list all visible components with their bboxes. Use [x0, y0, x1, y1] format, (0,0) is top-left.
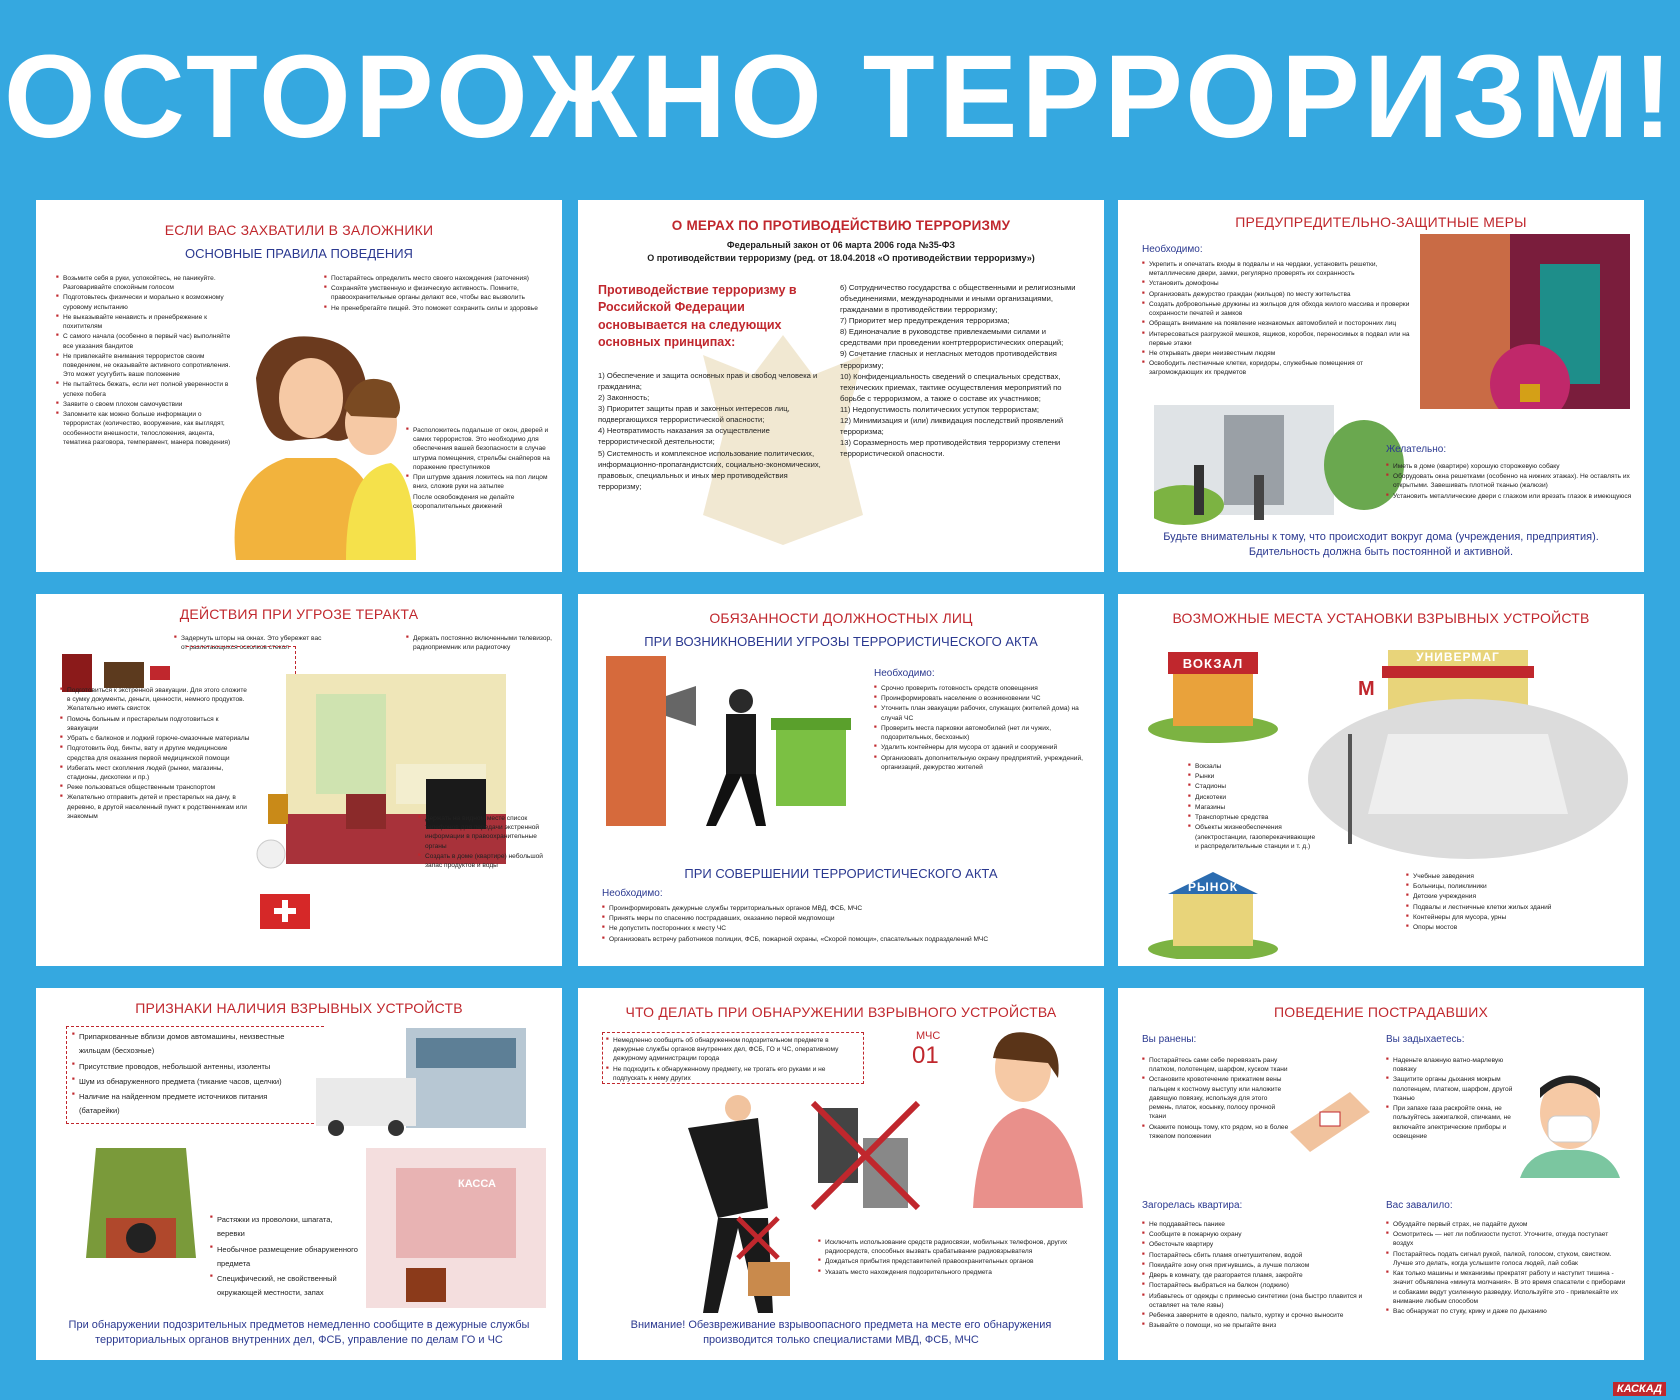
- list-item: ■ Подготовьтесь физически и морально к возможному суровому испытанию: [56, 293, 236, 311]
- list-item: ■ Организовать встречу работников полиции, ФСБ, пожарной охраны, «Скорой помощи», спасательных подразделений МЧС: [602, 935, 1082, 944]
- list-item: ■ Помочь больным и престарелым подготовиться к эвакуации: [60, 715, 250, 733]
- list-item: ■ Присутствие проводов, небольшой антенны, изоленты: [72, 1060, 298, 1074]
- list-item: ■ Сохраняйте умственную и физическую активность. Помните, правоохранительные органы делают все, чтобы вас вызволить: [324, 284, 549, 302]
- list-item: ■ Держать на видном месте список телефонов для передачи экстренной информации в правоохранительные органы: [418, 814, 556, 851]
- law-principle: 1) Обеспечение и защита основных прав и свобод человека и гражданина;: [598, 371, 818, 392]
- panel-signs: [36, 988, 562, 1360]
- prevention-need-list: [1142, 260, 1414, 379]
- underpass-illustration: [1308, 694, 1628, 864]
- list-item: ■ Осмотритесь — нет ли поблизости пустот. Уточните, откуда поступает воздух: [1386, 1230, 1626, 1248]
- list-item: ■ С самого начала (особенно в первый час) выполняйте все указания бандитов: [56, 332, 236, 350]
- list-item: ■ Укрепить и опечатать входы в подвалы и на чердаки, установить решетки, металлические двери, замки, регулярно проверять их сохранность: [1142, 260, 1414, 278]
- victims-wounded-label: Вы ранены:: [1142, 1034, 1197, 1045]
- panel-hostage: [36, 200, 562, 572]
- law-principle: 13) Соразмерность мер противодействия терроризму степени террористической опасности.: [840, 438, 1061, 459]
- victims-collapse-label: Вас завалило:: [1386, 1200, 1453, 1211]
- list-item: ■ Подготовить йод, бинты, вату и другие медицинские средства для оказания первой медицинской помощи: [60, 744, 250, 762]
- law-principles-right: [840, 282, 1088, 459]
- law-reference: Федеральный закон от 06 марта 2006 года №35-ФЗ: [726, 240, 956, 250]
- list-item: ■ Покидайте зону огня пригнувшись, а лучше ползком: [1142, 1261, 1374, 1270]
- list-item: ■ Взывайте о помощи, но не прыгайте вниз: [1142, 1321, 1374, 1330]
- list-item: ■ Окажите помощь тому, кто рядом, но в более тяжелом положении: [1142, 1123, 1292, 1141]
- threat-actions-right: [418, 814, 556, 871]
- list-item: ■ Оборудовать окна решетками (особенно на нижних этажах). Не оставлять их открытыми. Завешивать плотной тканью (жалюзи): [1386, 472, 1634, 490]
- list-item: ■ При запахе газа раскройте окна, не пользуйтесь зажигалкой, спичками, не включайте электрические приборы и освещение: [1386, 1104, 1516, 1141]
- list-item: ■ Магазины: [1188, 803, 1318, 812]
- hostages-illustration: [226, 328, 416, 560]
- panel-places-title: ВОЗМОЖНЫЕ МЕСТА УСТАНОВКИ ВЗРЫВНЫХ УСТРОЙСТВ: [1172, 610, 1590, 626]
- mchs-number: 01: [912, 1042, 939, 1069]
- list-item: ■ Иметь в доме (квартире) хорошую сторожевую собаку: [1386, 462, 1634, 471]
- building-van-illustration: [316, 1028, 546, 1138]
- prevention-need-label: Необходимо:: [1142, 244, 1203, 255]
- list-item: ■ Опоры мостов: [1406, 923, 1628, 932]
- list-item: ■ Установить металлические двери с глазком или врезать глазок в имеющуюся: [1386, 492, 1634, 501]
- market-illustration: [1148, 864, 1278, 959]
- law-principle: 12) Минимизация и (или) ликвидация последствий проявлений терроризма;: [840, 415, 1064, 437]
- list-item: ■ Дверь в комнату, где разгорается пламя, закройте: [1142, 1271, 1374, 1280]
- list-item: ■ Растяжки из проволоки, шпагата, веревки: [210, 1213, 360, 1242]
- suspicious-box: [744, 1248, 794, 1298]
- law-title: О противодействии терроризму (ред. от 18.04.2018 «О противодействии терроризму»): [647, 253, 1035, 263]
- list-item: ■ Возьмите себя в руки, успокойтесь, не паникуйте. Разговаривайте спокойным голосом: [56, 274, 236, 292]
- sign-station: ВОКЗАЛ: [1182, 656, 1244, 671]
- list-item: ■ Избавьтесь от одежды с примесью синтетики (она быстро плавится и оставляет на теле язвы): [1142, 1292, 1374, 1310]
- list-item: ■ Не выказывайте ненависть и пренебрежение к похитителям: [56, 313, 236, 331]
- victims-choke-list: [1386, 1056, 1516, 1142]
- list-item: ■ Шум из обнаруженного предмета (тикание часов, щелчки): [72, 1075, 298, 1089]
- panel-officials-title: ОБЯЗАННОСТИ ДОЛЖНОСТНЫХ ЛИЦ: [709, 610, 973, 626]
- list-item: ■ Специфический, не свойственный окружающей местности, запах: [210, 1272, 360, 1301]
- law-principle: 4) Неотвратимость наказания за осуществление террористической деятельности;: [598, 426, 770, 447]
- list-item: ■ Защитите органы дыхания мокрым полотенцем, платком, шарфом, другой тканью: [1386, 1075, 1516, 1103]
- cashier-hall-illustration: [366, 1148, 546, 1308]
- prevention-want-label: Желательно:: [1386, 444, 1447, 455]
- list-item: ■ Немедленно сообщить об обнаруженном подозрительном предмете в дежурные службы органов внутренних дел, ФСБ, ГО и ЧС, оперативному дежурному администрации города: [606, 1036, 858, 1064]
- door-illustration: [1420, 234, 1630, 409]
- list-item: ■ Держать постоянно включенными телевизор, радиоприемник или радиоточку: [406, 634, 556, 652]
- woman-on-phone: [968, 1028, 1088, 1208]
- panel-prevention-title: ПРЕДУПРЕДИТЕЛЬНО-ЗАЩИТНЫЕ МЕРЫ: [1235, 214, 1527, 230]
- kassa-sign: КАССА: [458, 1178, 496, 1190]
- list-item: ■ Расположитесь подальше от окон, дверей и самих террористов. Это необходимо для обеспечения вашей безопасности в случае штурма помещения, стрельбы снайперов на поражение преступников: [406, 426, 551, 472]
- list-item: ■ Установить домофоны: [1142, 279, 1414, 288]
- list-item: ■ Освободить лестничные клетки, коридоры, служебные помещения от загромождающих их предметов: [1142, 359, 1414, 377]
- panel-threat: [36, 594, 562, 966]
- places-list-1: [1188, 762, 1318, 852]
- victims-fire-label: Загорелась квартира:: [1142, 1200, 1243, 1211]
- panel-victims-title: ПОВЕДЕНИЕ ПОСТРАДАВШИХ: [1274, 1004, 1488, 1020]
- list-item: ■ Постарайтесь сбить пламя огнетушителем, водой: [1142, 1251, 1374, 1260]
- list-item: ■ При штурме здания ложитесь на пол лицом вниз, сложив руки на затылке: [406, 473, 551, 491]
- panel-found-device-title: ЧТО ДЕЛАТЬ ПРИ ОБНАРУЖЕНИИ ВЗРЫВНОГО УСТРОЙСТВА: [625, 1004, 1057, 1020]
- hostage-rules-right-top: [324, 274, 549, 314]
- list-item: ■ Подготовиться к экстренной эвакуации. Для этого сложите в сумку документы, деньги, ценности, немного продуктов. Желательно иметь свисток: [60, 686, 250, 714]
- panel-places: [1118, 594, 1644, 966]
- mchs-label: МЧС: [916, 1030, 941, 1042]
- bandaged-arm: [1290, 1072, 1380, 1162]
- list-item: ■ Стадионы: [1188, 782, 1318, 791]
- panel-officials-subtitle: ПРИ ВОЗНИКНОВЕНИИ УГРОЗЫ ТЕРРОРИСТИЧЕСКОГО АКТА: [644, 634, 1038, 649]
- list-item: ■ Не допустить посторонних к месту ЧС: [602, 924, 1082, 933]
- list-item: ■ Не пытайтесь бежать, если нет полной уверенности в успехе побега: [56, 380, 236, 398]
- prevention-footer: Будьте внимательны к тому, что происходит вокруг дома (учреждения, предприятия). Бдительность должна быть постоянной и активной.: [1163, 531, 1599, 559]
- list-item: ■ Постарайтесь определить место своего нахождения (заточения): [324, 274, 549, 283]
- bin-illustration: [606, 656, 866, 826]
- bag-with-explosive: [76, 1128, 206, 1268]
- list-item: ■ Рынки: [1188, 772, 1318, 781]
- list-item: ■ Остановите кровотечение прижатием вены пальцем к костному выступу или наложите давящую повязку, используя для этого ремень, платок, косынку, полосу прочной ткани: [1142, 1075, 1292, 1121]
- list-item: ■ Проинформировать дежурные службы территориальных органов МВД, ФСБ, МЧС: [602, 904, 1082, 913]
- no-phones-icon: [808, 1098, 928, 1218]
- threat-tv: [406, 634, 556, 653]
- panel-threat-title: ДЕЙСТВИЯ ПРИ УГРОЗЕ ТЕРАКТА: [179, 606, 419, 622]
- officials-need2-list: [602, 904, 1082, 945]
- officials-need-label: Необходимо:: [874, 668, 935, 679]
- panel-signs-title: ПРИЗНАКИ НАЛИЧИЯ ВЗРЫВНЫХ УСТРОЙСТВ: [135, 1000, 463, 1016]
- list-item: ■ Удалить контейнеры для мусора от зданий и сооружений: [874, 743, 1088, 752]
- list-item: ■ Учебные заведения: [1406, 872, 1628, 881]
- signs-footer: При обнаружении подозрительных предметов немедленно сообщите в дежурные службы территориальных органов внутренних дел, ФСБ, управление по делам ГО и ЧС: [68, 1319, 530, 1347]
- victims-choke-label: Вы задыхаетесь:: [1386, 1034, 1465, 1045]
- law-principles-left: [598, 370, 823, 492]
- list-item: ■ Обуздайте первый страх, не падайте духом: [1386, 1220, 1626, 1229]
- list-item: ■ Постарайтесь сами себе перевязать рану платком, полотенцем, шарфом, куском ткани: [1142, 1056, 1292, 1074]
- signs-list-2: [210, 1213, 360, 1302]
- panel-hostage-title: ЕСЛИ ВАС ЗАХВАТИЛИ В ЗАЛОЖНИКИ: [164, 222, 434, 238]
- panel-hostage-subtitle: ОСНОВНЫЕ ПРАВИЛА ПОВЕДЕНИЯ: [185, 246, 413, 261]
- list-item: ■ Задернуть шторы на окнах. Это убережет вас от разлетающихся осколков стекол: [174, 634, 324, 652]
- list-item: ■ Заявите о своем плохом самочувствии: [56, 400, 236, 409]
- places-list-2: [1406, 872, 1628, 933]
- list-item: ■ Больницы, поликлиники: [1406, 882, 1628, 891]
- officials-subtitle2: ПРИ СОВЕРШЕНИИ ТЕРРОРИСТИЧЕСКОГО АКТА: [684, 866, 998, 881]
- list-item: ■ Наличие на найденном предмете источников питания (батарейки): [72, 1090, 298, 1119]
- list-item: ■ Запомните как можно больше информации о террористах (количество, вооружение, как выглядят, особенности внешности, телосложения, акцента, тематика разговора, темперамент, манера поведения): [56, 410, 236, 447]
- list-item: ■ Как только машины и механизмы прекратят работу и наступит тишина - значит объявлена «минута молчания». В это время спасатели с приборами и собаками ведут усиленную разведку. Используйте это - привлекайте их внимание любым способом: [1386, 1269, 1626, 1306]
- list-item: ■ После освобождения не делайте скоропалительных движений: [406, 493, 551, 511]
- list-item: ■ Исключить использование средств радиосвязи, мобильных телефонов, других радиосредств, способных вызвать срабатывание радиовзрывателя: [818, 1238, 1088, 1256]
- hostage-rules-left: [56, 274, 236, 448]
- list-item: ■ Избегать мест скопления людей (рынки, магазины, стадионы, дискотеки и пр.): [60, 764, 250, 782]
- list-item: ■ Интересоваться разгрузкой мешков, ящиков, коробок, переносимых в подвал или на первые этажи: [1142, 330, 1414, 348]
- list-item: ■ Не подходить к обнаруженному предмету, не трогать его руками и не подпускать к нему других: [606, 1065, 858, 1083]
- list-item: ■ Принять меры по спасению пострадавших, оказанию первой медпомощи: [602, 914, 1082, 923]
- list-item: ■ Вокзалы: [1188, 762, 1318, 771]
- sign-metro: М: [1358, 678, 1375, 700]
- law-principle: 3) Приоритет защиты прав и законных интересов лиц, подвергающихся террористической опасности;: [598, 404, 790, 425]
- victims-fire-list: [1142, 1220, 1374, 1331]
- panel-found-device: [578, 988, 1104, 1360]
- list-item: ■ Не поддавайтесь панике: [1142, 1220, 1374, 1229]
- poster-title: ОСТОРОЖНО ТЕРРОРИЗМ!: [3, 31, 1677, 163]
- street-illustration: [1154, 405, 1404, 525]
- panel-law: [578, 200, 1104, 572]
- list-item: ■ Припаркованные вблизи домов автомашины, неизвестные жильцам (бесхозные): [72, 1030, 298, 1059]
- list-item: ■ Организовать дежурство граждан (жильцов) по месту жительства: [1142, 290, 1414, 299]
- list-item: ■ Дождаться прибытия представителей правоохранительных органов: [818, 1257, 1088, 1266]
- law-principles-lead: Противодействие терроризму в Российской Федерации основывается на следующих основных принципах:: [598, 283, 797, 349]
- list-item: ■ Объекты жизнеобеспечения (электростанции, газоперекачивающие и распределительные станции и т. д.): [1188, 823, 1318, 851]
- officials-need-list: [874, 684, 1088, 773]
- list-item: ■ Необычное размещение обнаруженного предмета: [210, 1243, 360, 1272]
- panel-prevention: [1118, 200, 1644, 572]
- sign-market: РЫНОК: [1187, 880, 1239, 894]
- list-item: ■ Реже пользоваться общественным транспортом: [60, 783, 250, 792]
- list-item: ■ Постарайтесь подать сигнал рукой, палкой, голосом, стуком, свистком. Лучше это делать, когда услышите голоса людей, лай собак: [1386, 1250, 1626, 1268]
- list-item: ■ Обращать внимание на появление незнакомых автомобилей и посторонних лиц: [1142, 319, 1414, 328]
- law-principle: 7) Приоритет мер предупреждения терроризма;: [840, 316, 1010, 326]
- hostage-rules-right-bottom: [406, 426, 551, 512]
- list-item: ■ Вас обнаружат по стуку, крику и даже по дыханию: [1386, 1307, 1626, 1316]
- found-device-list-2: [818, 1238, 1088, 1278]
- list-item: ■ Постарайтесь выбраться на балкон (лоджию): [1142, 1281, 1374, 1290]
- victims-wounded-list: [1142, 1056, 1292, 1142]
- law-principle: 5) Системность и комплексное использование политических, информационно-пропагандистских, социально-экономических, правовых, специальных и иных мер противодействия терроризму;: [598, 448, 821, 491]
- panel-law-title: О МЕРАХ ПО ПРОТИВОДЕЙСТВИЮ ТЕРРОРИЗМУ: [671, 218, 1011, 233]
- threat-actions-left: [60, 686, 250, 822]
- list-item: ■ Указать место нахождения подозрительного предмета: [818, 1268, 1088, 1277]
- panel-officials: [578, 594, 1104, 966]
- list-item: ■ Проинформировать население о возникновении ЧС: [874, 694, 1088, 703]
- list-item: ■ Убрать с балконов и лоджий горюче-смазочные материалы: [60, 734, 250, 743]
- list-item: ■ Не открывать двери неизвестным людям: [1142, 349, 1414, 358]
- list-item: ■ Создать добровольные дружины из жильцов для обхода жилого массива и проверки сохранности печатей и замков: [1142, 300, 1414, 318]
- law-principle: 10) Конфиденциальность сведений о специальных средствах, технических приемах, тактике осуществления мероприятий по борьбе с терроризмом, а также о составе их участников;: [840, 371, 1062, 403]
- panel-victims: [1118, 988, 1644, 1360]
- first-aid-items: [256, 794, 316, 954]
- sign-store: УНИВЕРМАГ: [1416, 650, 1500, 664]
- publisher-logo: КАСКАД: [1613, 1382, 1666, 1396]
- list-item: ■ Организовать дополнительную охрану предприятий, учреждений, организаций, дежурство жителей: [874, 754, 1088, 772]
- list-item: ■ Обесточьте квартиру: [1142, 1240, 1374, 1249]
- list-item: ■ Наденьте влажную ватно-марлевую повязку: [1386, 1056, 1516, 1074]
- law-principle: 2) Законность;: [598, 393, 650, 403]
- list-item: ■ Создать в доме (квартире) небольшой запас продуктов и воды: [418, 852, 556, 870]
- list-item: ■ Подвалы и лестничные клетки жилых зданий: [1406, 903, 1628, 912]
- prevention-want-list: [1386, 462, 1634, 502]
- law-principle: 6) Сотрудничество государства с общественными и религиозными объединениями, международными и иными организациями, гражданами в противодействии терроризму;: [840, 283, 1076, 315]
- victims-collapse-list: [1386, 1220, 1626, 1317]
- list-item: ■ Дискотеки: [1188, 793, 1318, 802]
- list-item: ■ Сообщите в пожарную охрану: [1142, 1230, 1374, 1239]
- list-item: ■ Не привлекайте внимания террористов своим поведением, не оказывайте активного сопротивления. Это может усугубить ваше положение: [56, 352, 236, 380]
- list-item: ■ Контейнеры для мусора, урны: [1406, 913, 1628, 922]
- law-principle: 9) Сочетание гласных и негласных методов противодействия терроризму;: [840, 349, 1057, 370]
- list-item: ■ Ребенка заверните в одеяло, пальто, куртку и срочно выносите: [1142, 1311, 1374, 1320]
- law-principle: 11) Недопустимость политических уступок террористам;: [840, 404, 1039, 414]
- list-item: ■ Транспортные средства: [1188, 813, 1318, 822]
- list-item: ■ Желательно отправить детей и престарелых на дачу, в деревню, в другой населенный пункт к родственникам или знакомым: [60, 793, 250, 821]
- officials-need2-label: Необходимо:: [602, 888, 663, 899]
- law-principle: 8) Единоначалие в руководстве привлекаемыми силами и средствами при проведении контртеррористических операций;: [840, 327, 1064, 348]
- list-item: ■ Проверить места парковки автомобилей (нет ли чужих, подозрительных, бесхозных): [874, 724, 1088, 742]
- list-item: ■ Уточнить план эвакуации рабочих, служащих (жителей дома) на случай ЧС: [874, 704, 1088, 722]
- list-item: ■ Не пренебрегайте пищей. Это поможет сохранить силы и здоровье: [324, 304, 549, 313]
- found-device-footer: Внимание! Обезвреживание взрывоопасного предмета на месте его обнаружения производится только специалистами МВД, ФСБ, МЧС: [630, 1319, 1052, 1347]
- list-item: ■ Срочно проверить готовность средств оповещения: [874, 684, 1088, 693]
- list-item: ■ Детские учреждения: [1406, 892, 1628, 901]
- face-mask-person: [1520, 1068, 1620, 1178]
